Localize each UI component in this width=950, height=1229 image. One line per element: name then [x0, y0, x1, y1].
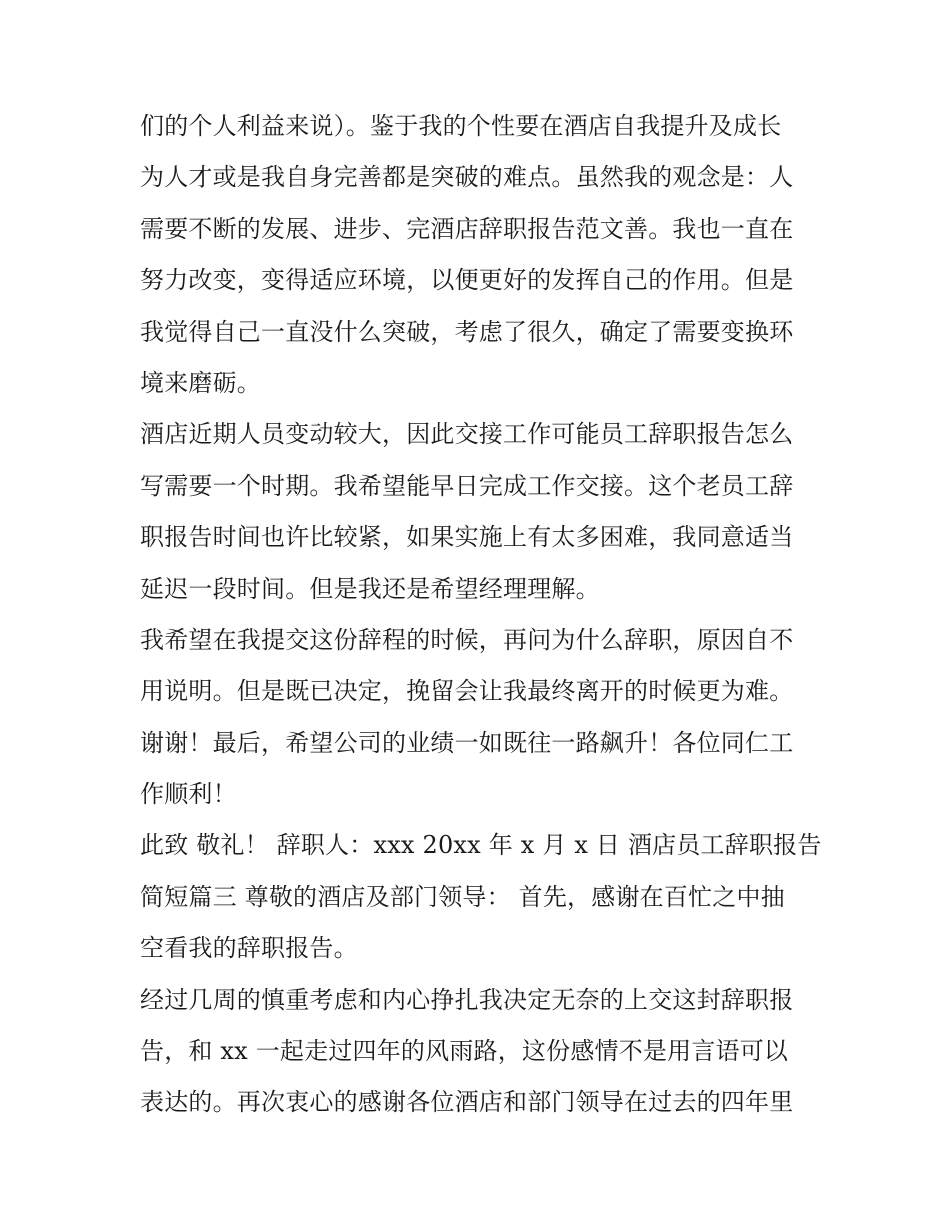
- text-line: 谢谢！最后，希望公司的业绩一如既往一路飙升！各位同仁工: [140, 728, 794, 757]
- text-line: 为人才或是我自身完善都是突破的难点。虽然我的观念是：人: [140, 163, 794, 192]
- text-line: 职报告时间也许比较紧，如果实施上有太多困难，我同意适当: [140, 523, 794, 552]
- document-body: [140, 101, 820, 1129]
- text-line: 告，和 xx 一起走过四年的风雨路，这份感情不是用言语可以: [140, 1037, 789, 1066]
- text-line: 努力改变，变得适应环境，以便更好的发挥自己的作用。但是: [140, 266, 794, 295]
- text-line: 经过几周的慎重考虑和内心挣扎我决定无奈的上交这封辞职报: [140, 985, 794, 1014]
- text-line: 此致 敬礼！ 辞职人：xxx 20xx 年 x 月 x 日 酒店员工辞职报告: [140, 831, 822, 860]
- text-line: 境来磨砺。: [140, 368, 261, 397]
- text-line: 需要不断的发展、进步、完酒店辞职报告范文善。我也一直在: [140, 214, 794, 243]
- text-line: 我觉得自己一直没什么突破，考虑了很久，确定了需要变换环: [140, 317, 794, 346]
- text-line: 我希望在我提交这份辞程的时候，再问为什么辞职，原因自不: [140, 625, 794, 654]
- text-line: 表达的。再次衷心的感谢各位酒店和部门领导在过去的四年里: [140, 1088, 794, 1117]
- text-line: 们的个人利益来说）。鉴于我的个性要在酒店自我提升及成长: [140, 112, 782, 140]
- text-line: 空看我的辞职报告。: [140, 934, 358, 963]
- text-line: 延迟一段时间。但是我还是希望经理理解。: [140, 574, 600, 603]
- text-line: 简短篇三 尊敬的酒店及部门领导： 首先，感谢在百忙之中抽: [140, 882, 785, 911]
- text-line: 用说明。但是既已决定，挽留会让我最终离开的时候更为难。: [140, 677, 794, 706]
- text-line: 作顺利！: [140, 780, 237, 809]
- text-line: 写需要一个时期。我希望能早日完成工作交接。这个老员工辞: [140, 471, 794, 500]
- text-line: 酒店近期人员变动较大，因此交接工作可能员工辞职报告怎么: [140, 420, 794, 449]
